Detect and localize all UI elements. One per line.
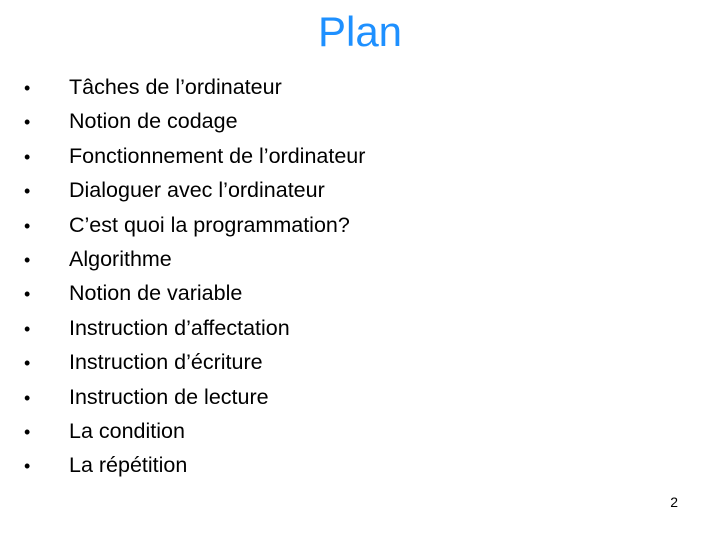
list-item [24, 208, 365, 242]
bullet-list [24, 70, 365, 483]
bullet-icon: • [24, 456, 31, 477]
list-item-text: Algorithme [69, 246, 172, 271]
page-number: 2 [670, 494, 678, 510]
bullet-icon: • [24, 112, 31, 133]
list-item-text: Notion de variable [69, 281, 243, 306]
list-item [24, 448, 365, 482]
bullet-icon: • [24, 318, 31, 339]
bullet-icon: • [24, 353, 31, 374]
list-item [24, 345, 365, 379]
list-item-text: C’est quoi la programmation? [69, 212, 350, 237]
list-item [24, 311, 365, 345]
list-item-text: Fonctionnement de l’ordinateur [69, 143, 366, 168]
bullet-icon: • [24, 78, 31, 98]
list-item-text: Instruction de lecture [69, 384, 269, 409]
bullet-icon: • [24, 146, 31, 167]
bullet-icon: • [24, 215, 31, 236]
list-item-text: Instruction d’affectation [69, 315, 290, 340]
bullet-icon: • [24, 181, 31, 202]
bullet-icon: • [24, 284, 31, 305]
bullet-icon: • [24, 249, 31, 270]
list-item-text: La répétition [69, 453, 188, 478]
list-item [24, 139, 365, 173]
list-item [24, 104, 365, 138]
bullet-icon: • [24, 421, 31, 442]
list-item [24, 70, 365, 104]
list-item [24, 173, 365, 207]
list-item [24, 276, 365, 310]
bullet-icon: • [24, 387, 31, 408]
list-item [24, 242, 365, 276]
list-item [24, 380, 365, 414]
list-item-text: Dialoguer avec l’ordinateur [69, 178, 325, 203]
list-item-text: Notion de codage [69, 109, 238, 134]
list-item-text: Instruction d’écriture [69, 350, 263, 375]
list-item-text: La condition [69, 418, 185, 443]
list-item-text: Tâches de l’ordinateur [69, 75, 282, 99]
list-item [24, 414, 365, 448]
slide-title: Plan [317, 8, 403, 55]
